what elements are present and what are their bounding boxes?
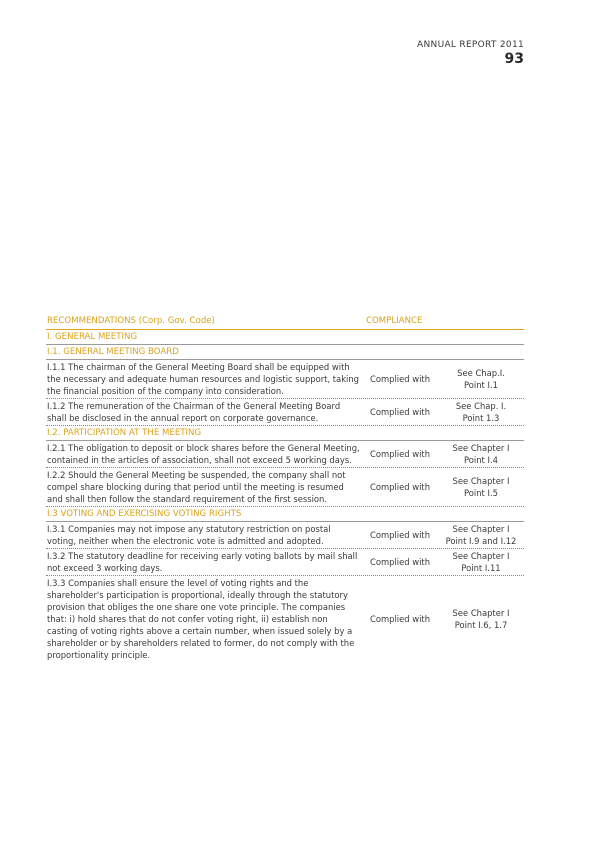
table-row <box>46 399 524 426</box>
reference-note: See Chapter I Point I.6, 1.7 <box>452 608 510 630</box>
compliance-status: Complied with <box>370 557 430 567</box>
compliance-status: Complied with <box>370 374 430 384</box>
reference-note: See Chap.I. Point I.1 <box>457 368 505 390</box>
page-number: 93 <box>504 51 524 67</box>
compliance-status: Complied with <box>370 407 430 417</box>
reference-note: See Chap. I. Point 1.3 <box>455 401 507 423</box>
compliance-status: Complied with <box>370 482 430 492</box>
table-row <box>46 468 524 507</box>
reference-note: See Chapter I Point I.11 <box>452 551 510 573</box>
table-row <box>46 360 524 399</box>
compliance-status: Complied with <box>370 449 430 459</box>
subsection-title: I.2. PARTICIPATION AT THE MEETING <box>47 428 202 438</box>
compliance-status: Complied with <box>370 530 430 540</box>
compliance-column-header: COMPLIANCE <box>366 316 423 326</box>
recommendation-text: I.2.2 Should the General Meeting be suspended, the company shall not compel share blocking during that period until the meeting is resumed and shall then follow the standard requirement of the first session. <box>47 470 346 504</box>
governance-table <box>46 315 524 662</box>
recommendation-text: I.3.3 Companies shall ensure the level of voting rights and the shareholder's participation is proportional, ideally through the statutory provision that obliges the one share one vote principle. The companies that: i) hold shares that do not confer voting right, ii) establish non casting of voting rights above a certain number, when issued solely by a shareholder or by shareholders related to former, do not comply with the proportionality principle. <box>47 578 355 660</box>
section-title: I. GENERAL MEETING <box>47 332 138 342</box>
subsection-title: I.3 VOTING AND EXERCISING VOTING RIGHTS <box>47 509 242 519</box>
report-title: ANNUAL REPORT 2011 <box>417 40 524 50</box>
table-row <box>46 441 524 468</box>
subsection-title: I.1. GENERAL MEETING BOARD <box>47 347 179 357</box>
section-row <box>46 426 524 441</box>
reference-note: See Chapter I Point I.9 and I.12 <box>445 524 517 546</box>
section-row <box>46 330 524 345</box>
table-row <box>46 549 524 576</box>
recommendation-text: I.3.2 The statutory deadline for receiving early voting ballots by mail shall not exceed 3 working days. <box>47 551 358 573</box>
recommendation-text: I.1.1 The chairman of the General Meeting Board shall be equipped with the necessary and adequate human resources and logistic support, taking the financial position of the company into consideration. <box>47 362 359 396</box>
section-row <box>46 345 524 360</box>
recommendation-text: I.1.2 The remuneration of the Chairman of the General Meeting Board shall be disclosed in the annual report on corporate governance. <box>47 401 341 423</box>
recommendations-column-header: RECOMMENDATIONS (Corp. Gov. Code) <box>47 316 215 326</box>
recommendation-text: I.2.1 The obligation to deposit or block shares before the General Meeting, contained in the articles of association, shall not exceed 5 working days. <box>47 443 360 465</box>
reference-note: See Chapter I Point I.4 <box>452 443 510 465</box>
compliance-status: Complied with <box>370 614 430 624</box>
table-row <box>46 576 524 662</box>
table-header-row <box>46 315 524 330</box>
recommendation-text: I.3.1 Companies may not impose any statutory restriction on postal voting, neither when the electronic vote is admitted and adopted. <box>47 524 331 546</box>
page-header <box>417 40 524 67</box>
section-row <box>46 507 524 522</box>
table-row <box>46 522 524 549</box>
reference-note: See Chapter I Point I.5 <box>452 476 510 498</box>
